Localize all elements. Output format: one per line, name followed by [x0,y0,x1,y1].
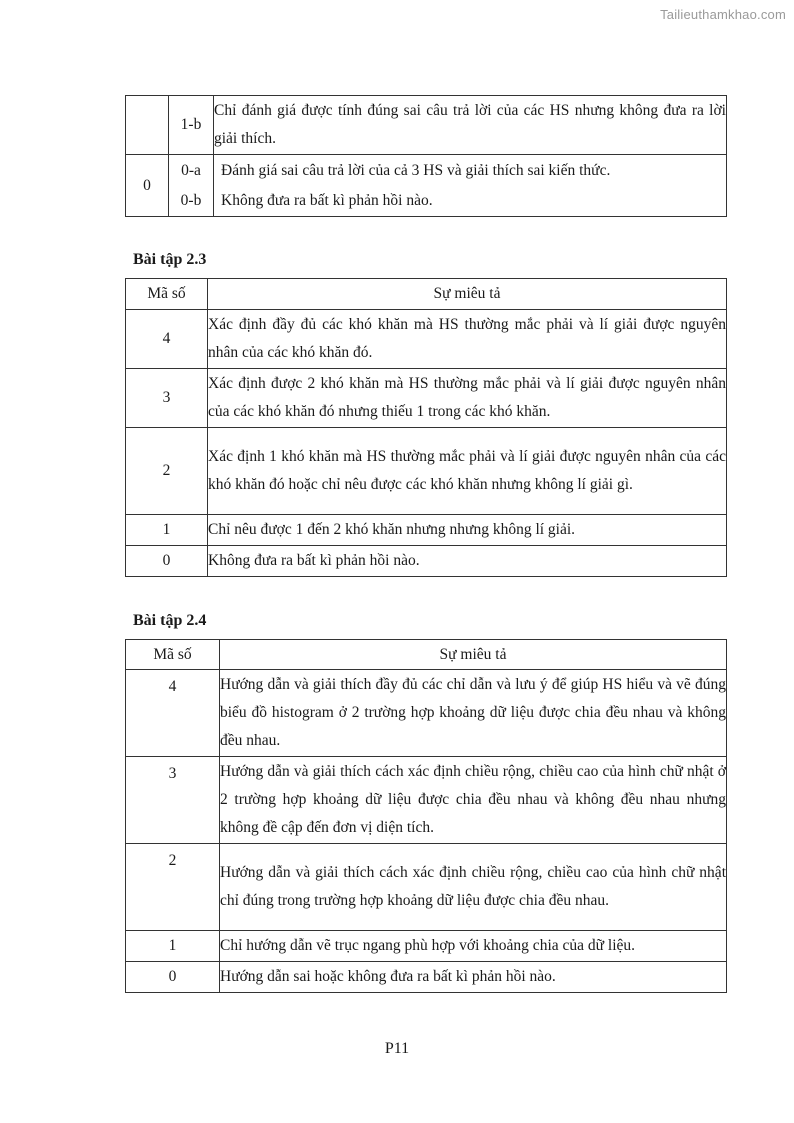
code-cell [169,155,214,217]
code-cell: 0 [126,962,220,993]
table-header-row [126,640,727,670]
table-row [126,369,727,428]
description-line: Không đưa ra bất kì phản hồi nào. [221,191,433,209]
table-row [126,670,727,757]
code-cell: 4 [126,310,208,369]
description-cell: Hướng dẫn và giải thích đầy đủ các chỉ dẫn và lưu ý để giúp HS hiểu và vẽ đúng biểu đồ histogram ở 2 trường hợp khoảng dữ liệu được chia đều nhau và không đều nhau. [220,670,727,757]
code-value: 0-a [181,161,201,179]
description-cell: Xác định được 2 khó khăn mà HS thường mắc phải và lí giải được nguyên nhân của các khó khăn đó nhưng thiếu 1 trong các khó khăn. [208,369,727,428]
table-row [126,96,727,155]
table-row [126,962,727,993]
header-code: Mã số [126,640,220,670]
code-cell: 0 [126,546,208,577]
table-row [126,515,727,546]
code-cell: 3 [126,369,208,428]
description-cell: Hướng dẫn và giải thích cách xác định chiều rộng, chiều cao của hình chữ nhật ở 2 trường hợp khoảng dữ liệu được chia đều nhau và không đều nhau nhưng không đề cập đến đơn vị diện tích. [220,757,727,844]
code-cell: 1 [126,931,220,962]
table-row [126,155,727,217]
table-header-row [126,279,727,310]
table-row [126,844,727,931]
description-cell: Không đưa ra bất kì phản hồi nào. [208,546,727,577]
description-cell: Xác định đầy đủ các khó khăn mà HS thường mắc phải và lí giải được nguyên nhân của các khó khăn đó. [208,310,727,369]
code-value: 1-b [180,116,202,133]
code-cell [169,96,214,155]
description-cell: Chỉ nêu được 1 đến 2 khó khăn nhưng nhưng không lí giải. [208,515,727,546]
watermark: Tailieuthamkhao.com [660,7,786,22]
code-cell: 4 [126,670,220,757]
header-description: Sự miêu tả [208,279,727,310]
description-line: Đánh giá sai câu trả lời của cả 3 HS và giải thích sai kiến thức. [221,161,611,179]
table-row [126,546,727,577]
description-cell: Hướng dẫn sai hoặc không đưa ra bất kì phản hồi nào. [220,962,727,993]
description-cell: Chỉ đánh giá được tính đúng sai câu trả lời của các HS nhưng không đưa ra lời giải thích. [214,96,727,155]
code-cell: 1 [126,515,208,546]
table-row [126,931,727,962]
table-row [126,757,727,844]
description-cell: Xác định 1 khó khăn mà HS thường mắc phải và lí giải được nguyên nhân của các khó khăn đó hoặc chỉ nêu được các khó khăn nhưng không lí giải gì. [208,428,727,515]
section-heading-2-4: Bài tập 2.4 [133,612,207,629]
description-cell: Chỉ hướng dẫn vẽ trục ngang phù hợp với khoảng chia của dữ liệu. [220,931,727,962]
header-description: Sự miêu tả [220,640,727,670]
score-cell [126,96,169,155]
code-cell: 2 [126,844,220,931]
code-cell: 2 [126,428,208,515]
code-cell: 3 [126,757,220,844]
description-cell: Hướng dẫn và giải thích cách xác định chiều rộng, chiều cao của hình chữ nhật chỉ đúng trong trường hợp khoảng dữ liệu được chia đều nhau. [220,844,727,931]
section-heading-2-3: Bài tập 2.3 [133,251,207,268]
table-continuation [125,95,727,217]
page-number: P11 [384,1040,410,1057]
header-code: Mã số [126,279,208,310]
table-exercise-2-4 [125,639,727,993]
code-value: 0-b [180,191,202,209]
description-cell [214,155,727,217]
table-exercise-2-3 [125,278,727,577]
score-cell: 0 [126,155,169,217]
table-row [126,428,727,515]
table-row [126,310,727,369]
